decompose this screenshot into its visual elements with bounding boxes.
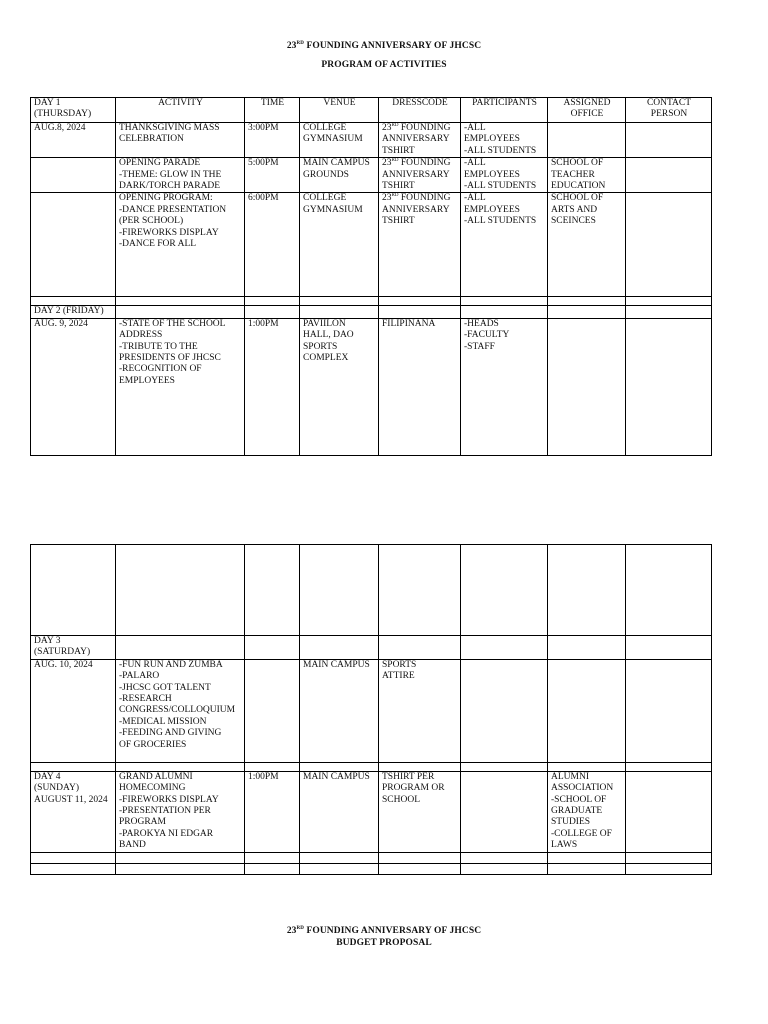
day4-label-line: DAY 4 xyxy=(34,771,61,782)
empty-cell xyxy=(626,636,712,660)
empty-cell xyxy=(300,297,379,306)
venue-line: GYMNASIUM xyxy=(303,204,363,215)
dresscode-line: PROGRAM OR xyxy=(382,783,445,794)
time-header: TIME xyxy=(245,98,300,123)
empty-cell xyxy=(626,297,712,306)
empty-cell xyxy=(245,636,300,660)
venue-cell xyxy=(300,318,379,455)
office-cell xyxy=(548,158,626,193)
page-title xyxy=(0,41,768,51)
contact-cell xyxy=(626,123,712,158)
table-row xyxy=(31,297,712,306)
program-table-2 xyxy=(30,544,712,875)
activity-line: -DANCE PRESENTATION xyxy=(119,204,227,215)
participants-cell xyxy=(461,158,548,193)
contact-cell xyxy=(626,158,712,193)
day1-weekday: (THURSDAY) xyxy=(34,109,92,120)
anniv-text: FOUNDING ANNIVERSARY OF JHCSC xyxy=(306,41,482,51)
date-cell: AUG.8, 2024 xyxy=(31,123,116,158)
activity-line: -FUN RUN AND ZUMBA xyxy=(119,659,223,670)
empty-cell xyxy=(379,852,461,863)
contact-cell xyxy=(626,318,712,455)
empty-cell xyxy=(300,863,379,874)
activity-line: -DANCE FOR ALL xyxy=(119,239,197,250)
empty-cell xyxy=(461,762,548,771)
empty-cell xyxy=(548,636,626,660)
day4-label xyxy=(31,771,116,852)
empty-cell xyxy=(548,863,626,874)
activity-line: DARK/TORCH PARADE xyxy=(119,181,221,192)
participants-cell xyxy=(461,318,548,455)
dresscode-cell xyxy=(379,123,461,158)
day2-label xyxy=(31,306,116,318)
dresscode-cell xyxy=(379,659,461,762)
venue-cell xyxy=(300,123,379,158)
empty-cell xyxy=(461,636,548,660)
table-row xyxy=(31,193,712,297)
dresscode-line xyxy=(382,123,458,134)
office-line: STUDIES xyxy=(551,817,591,828)
activity-line: PROGRAM xyxy=(119,817,166,828)
day2-label-text: DAY 2 (FRIDAY) xyxy=(34,306,104,317)
office-header-line: ASSIGNED xyxy=(563,98,611,108)
day1-label-cell xyxy=(31,98,116,123)
date-cell xyxy=(31,158,116,193)
activity-line: -THEME: GLOW IN THE xyxy=(119,169,222,180)
activity-line: HOMECOMING xyxy=(119,783,186,794)
activity-line: CELEBRATION xyxy=(119,134,184,145)
dresscode-header: DRESSCODE xyxy=(379,98,461,123)
day3-label-line: (SATURDAY) xyxy=(34,647,91,658)
activity-line: -TRIBUTE TO THE xyxy=(119,341,198,352)
time-cell xyxy=(245,659,300,762)
empty-cell xyxy=(31,863,116,874)
activity-line: -RECOGNITION OF xyxy=(119,364,202,375)
dress-rest: FOUNDING xyxy=(400,158,451,169)
dresscode-line xyxy=(382,193,458,204)
participants-line: -ALL STUDENTS xyxy=(464,145,537,156)
activity-line: -FIREWORKS DISPLAY xyxy=(119,794,219,805)
activity-cell xyxy=(116,193,245,297)
footer-anniv-number: 23 xyxy=(286,926,297,936)
empty-cell xyxy=(626,545,712,636)
venue-line: GROUNDS xyxy=(303,169,349,180)
empty-cell xyxy=(31,297,116,306)
participants-line: -ALL STUDENTS xyxy=(464,181,537,192)
dresscode-line: SPORTS xyxy=(382,659,417,670)
time-cell: 1:00PM xyxy=(245,771,300,852)
participants-line: EMPLOYEES xyxy=(464,204,520,215)
office-line: ARTS AND xyxy=(551,204,598,215)
empty-cell xyxy=(548,306,626,318)
activity-line: -STATE OF THE SCHOOL xyxy=(119,318,226,329)
empty-cell xyxy=(245,863,300,874)
table-row xyxy=(31,762,712,771)
empty-cell xyxy=(245,297,300,306)
activity-cell xyxy=(116,659,245,762)
empty-cell xyxy=(626,863,712,874)
time-cell: 1:00PM xyxy=(245,318,300,455)
contact-person-header xyxy=(626,98,712,123)
dress-sup: RD xyxy=(391,193,399,199)
activity-line: OPENING PARADE xyxy=(119,158,201,169)
empty-cell xyxy=(116,852,245,863)
dress-rest: FOUNDING xyxy=(400,123,451,133)
venue-line: SPORTS xyxy=(303,341,338,352)
day3-label xyxy=(31,636,116,660)
venue-line: COLLEGE xyxy=(303,123,347,133)
venue-line: GYMNASIUM xyxy=(303,134,363,145)
dress-sup: RD xyxy=(391,123,399,128)
participants-cell xyxy=(461,659,548,762)
activity-line: OPENING PROGRAM: xyxy=(119,193,213,204)
empty-cell xyxy=(379,863,461,874)
activity-line: BAND xyxy=(119,840,146,851)
dresscode-cell xyxy=(379,193,461,297)
empty-cell xyxy=(116,762,245,771)
table-row xyxy=(31,852,712,863)
dresscode-cell xyxy=(379,771,461,852)
contact-header-line: PERSON xyxy=(650,109,688,120)
date-cell xyxy=(31,193,116,297)
empty-cell xyxy=(548,545,626,636)
dresscode-cell xyxy=(379,158,461,193)
dresscode-line: ATTIRE xyxy=(382,671,415,682)
dress-rest: FOUNDING xyxy=(400,193,451,204)
contact-header-line: CONTACT xyxy=(646,98,692,108)
footer-anniv-text: FOUNDING ANNIVERSARY OF JHCSC xyxy=(306,926,482,936)
empty-cell xyxy=(116,306,245,318)
activity-line: EMPLOYEES xyxy=(119,375,175,386)
empty-cell xyxy=(461,297,548,306)
table-row xyxy=(31,158,712,193)
empty-cell xyxy=(379,762,461,771)
empty-cell xyxy=(116,863,245,874)
participants-line: EMPLOYEES xyxy=(464,134,520,145)
activity-cell xyxy=(116,158,245,193)
anniv-number: 23 xyxy=(286,41,297,51)
participants-cell xyxy=(461,771,548,852)
participants-line: -STAFF xyxy=(464,341,495,352)
empty-cell xyxy=(300,306,379,318)
participants-line: EMPLOYEES xyxy=(464,169,520,180)
dress-num: 23 xyxy=(382,193,392,204)
dresscode-line: TSHIRT xyxy=(382,145,415,156)
office-line: EDUCATION xyxy=(551,181,606,192)
activity-line: -RESEARCH xyxy=(119,694,172,705)
empty-cell xyxy=(300,852,379,863)
office-line: -COLLEGE OF xyxy=(551,828,612,839)
participants-line: -ALL xyxy=(464,123,486,133)
empty-cell xyxy=(300,545,379,636)
activity-line: THANKSGIVING MASS xyxy=(119,123,220,133)
venue-cell xyxy=(300,193,379,297)
office-line: SCHOOL OF xyxy=(551,193,604,204)
activity-cell xyxy=(116,318,245,455)
activity-header: ACTIVITY xyxy=(116,98,245,123)
dresscode-cell: FILIPINANA xyxy=(379,318,461,455)
office-cell xyxy=(548,193,626,297)
table-row xyxy=(31,123,712,158)
empty-cell xyxy=(548,297,626,306)
day4-label-line: AUGUST 11, 2024 xyxy=(34,794,108,805)
venue-line: COLLEGE xyxy=(303,193,347,204)
empty-cell xyxy=(379,545,461,636)
empty-cell xyxy=(116,636,245,660)
office-line: SCHOOL OF xyxy=(551,158,604,169)
empty-cell xyxy=(548,852,626,863)
activity-line: GRAND ALUMNI xyxy=(119,771,193,782)
activity-line: ADDRESS xyxy=(119,330,163,341)
table-row xyxy=(31,306,712,318)
office-line: ASSOCIATION xyxy=(551,783,614,794)
activity-line: -PAROKYA NI EDGAR xyxy=(119,828,214,839)
empty-cell xyxy=(245,852,300,863)
activity-line: -JHCSC GOT TALENT xyxy=(119,682,211,693)
dresscode-line: ANNIVERSARY xyxy=(382,134,450,145)
activity-line: -MEDICAL MISSION xyxy=(119,716,207,727)
empty-cell xyxy=(461,545,548,636)
dress-sup: RD xyxy=(391,158,399,164)
participants-cell xyxy=(461,123,548,158)
assigned-office-header xyxy=(548,98,626,123)
table-row xyxy=(31,545,712,636)
office-line: TEACHER xyxy=(551,169,595,180)
dresscode-line xyxy=(382,158,458,169)
day3-label-line: DAY 3 xyxy=(34,636,61,646)
office-cell xyxy=(548,123,626,158)
empty-cell xyxy=(116,297,245,306)
empty-cell xyxy=(31,852,116,863)
participants-header: PARTICIPANTS xyxy=(461,98,548,123)
empty-cell xyxy=(379,306,461,318)
empty-cell xyxy=(461,306,548,318)
empty-cell xyxy=(379,297,461,306)
budget-title: BUDGET PROPOSAL xyxy=(336,938,432,948)
office-line: SCEINCES xyxy=(551,216,596,227)
empty-cell xyxy=(116,545,245,636)
table-row xyxy=(31,636,712,660)
table-row xyxy=(31,659,712,762)
empty-cell xyxy=(245,306,300,318)
contact-cell xyxy=(626,659,712,762)
dresscode-line: TSHIRT xyxy=(382,216,415,227)
program-table-1 xyxy=(30,97,712,456)
office-cell xyxy=(548,318,626,455)
date-cell: AUG. 9, 2024 xyxy=(31,318,116,455)
office-cell xyxy=(548,659,626,762)
activity-line: -PRESENTATION PER xyxy=(119,806,211,817)
dresscode-line: TSHIRT xyxy=(382,181,415,192)
office-cell xyxy=(548,771,626,852)
date-cell: AUG. 10, 2024 xyxy=(31,659,116,762)
venue-line: PAVIILON xyxy=(303,318,346,329)
venue-cell xyxy=(300,158,379,193)
empty-cell xyxy=(548,762,626,771)
contact-cell xyxy=(626,771,712,852)
program-title: PROGRAM OF ACTIVITIES xyxy=(321,60,447,70)
activity-cell xyxy=(116,123,245,158)
activity-line: PRESIDENTS OF JHCSC xyxy=(119,353,221,364)
table-row xyxy=(31,318,712,455)
time-cell: 3:00PM xyxy=(245,123,300,158)
table-header-row xyxy=(31,98,712,123)
empty-cell xyxy=(626,762,712,771)
venue-line: COMPLEX xyxy=(303,353,349,364)
table-row xyxy=(31,771,712,852)
day1-label: DAY 1 xyxy=(34,98,61,108)
participants-line: -ALL xyxy=(464,193,486,204)
activity-line: -FEEDING AND GIVING xyxy=(119,728,222,739)
participants-cell xyxy=(461,193,548,297)
participants-line: -HEADS xyxy=(464,318,499,329)
activity-line: CONGRESS/COLLOQUIUM xyxy=(119,705,236,716)
venue-line: MAIN CAMPUS xyxy=(303,158,370,169)
venue-line: HALL, DAO xyxy=(303,330,354,341)
office-line: -SCHOOL OF xyxy=(551,794,607,805)
dresscode-line: ANNIVERSARY xyxy=(382,204,450,215)
activity-line: (PER SCHOOL) xyxy=(119,216,184,227)
activity-line: OF GROCERIES xyxy=(119,739,187,750)
empty-cell xyxy=(300,636,379,660)
activity-cell xyxy=(116,771,245,852)
office-header-line: OFFICE xyxy=(570,109,604,120)
venue-header: VENUE xyxy=(300,98,379,123)
activity-line: -PALARO xyxy=(119,671,160,682)
participants-line: -ALL STUDENTS xyxy=(464,216,537,227)
anniv-suffix: RD xyxy=(296,41,304,46)
dresscode-line: SCHOOL xyxy=(382,794,421,805)
office-line: LAWS xyxy=(551,840,578,851)
empty-cell xyxy=(379,636,461,660)
activity-line: -FIREWORKS DISPLAY xyxy=(119,227,219,238)
empty-cell xyxy=(461,852,548,863)
dresscode-line: TSHIRT PER xyxy=(382,771,435,782)
day4-label-line: (SUNDAY) xyxy=(34,783,80,794)
table-row xyxy=(31,863,712,874)
venue-cell: MAIN CAMPUS xyxy=(300,659,379,762)
empty-cell xyxy=(461,863,548,874)
time-cell: 6:00PM xyxy=(245,193,300,297)
venue-cell: MAIN CAMPUS xyxy=(300,771,379,852)
dress-num: 23 xyxy=(382,123,392,133)
empty-cell xyxy=(31,545,116,636)
empty-cell xyxy=(626,852,712,863)
dress-num: 23 xyxy=(382,158,392,169)
empty-cell xyxy=(245,545,300,636)
time-cell: 5:00PM xyxy=(245,158,300,193)
empty-cell xyxy=(626,306,712,318)
participants-line: -ALL xyxy=(464,158,486,169)
empty-cell xyxy=(300,762,379,771)
empty-cell xyxy=(245,762,300,771)
participants-line: -FACULTY xyxy=(464,330,510,341)
office-line: GRADUATE xyxy=(551,806,603,817)
contact-cell xyxy=(626,193,712,297)
office-line: ALUMNI xyxy=(551,771,589,782)
footer-anniv-suffix: RD xyxy=(296,926,304,931)
footer-title xyxy=(0,926,768,936)
empty-cell xyxy=(31,762,116,771)
dresscode-line: ANNIVERSARY xyxy=(382,169,450,180)
